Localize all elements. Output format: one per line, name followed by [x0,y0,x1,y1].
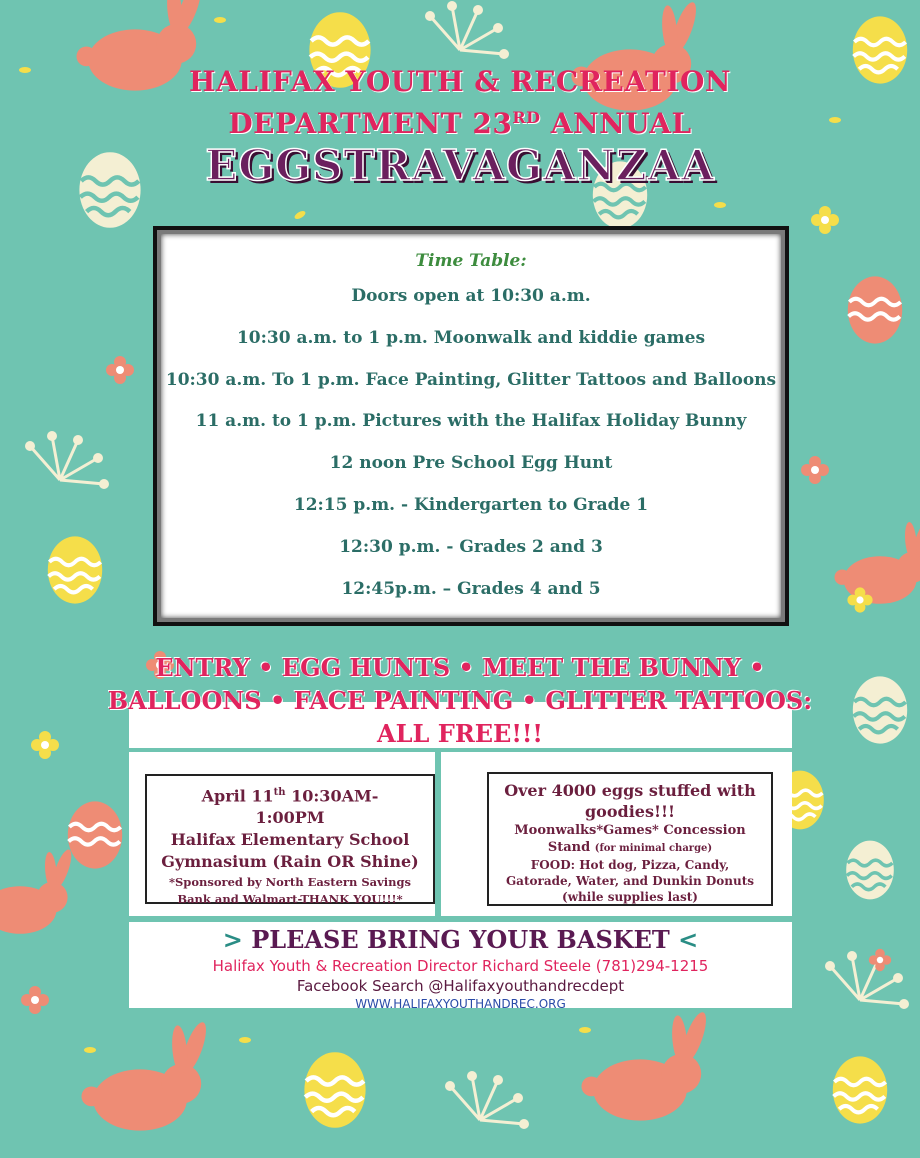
activities-line-2 [489,839,771,857]
director-contact: Halifax Youth & Recreation Director Richard Steele (781)294-1215 [212,957,709,975]
footer-box [129,922,792,1011]
arrow-left-icon: > [222,925,243,954]
sponsor-line-2: Bank and Walmart-THANK YOU!!!* [177,892,403,907]
event-details-box [145,774,435,907]
food-line-3: (while supplies last) [562,890,698,904]
free-line-2: BALLOONS • FACE PAINTING • GLITTER TATTOOS: [107,686,813,715]
timetable-title: Time Table: [415,251,527,271]
header-line-1: HALIFAX YOUTH & RECREATION [189,65,731,98]
sponsor-line-1: *Sponsored by North Eastern Savings [168,875,412,890]
timetable [157,230,785,622]
header-line-2-prefix: DEPARTMENT 23 [228,107,513,140]
timetable-row: 12:15 p.m. - Kindergarten to Grade 1 [293,494,649,515]
timetable-row: 12:45p.m. – Grades 4 and 5 [341,578,601,599]
charge-note: (for minimal charge) [594,843,713,854]
facebook-handle[interactable]: Facebook Search @Halifaxyouthandrecdept [296,977,625,995]
timetable-row: 11 a.m. to 1 p.m. Pictures with the Halifax Holiday Bunny [195,411,747,432]
timetable-frame [153,226,789,626]
extras-box [487,772,773,906]
eggs-line-2: goodies!!! [584,802,676,821]
eggs-line-1: Over 4000 eggs stuffed with [504,781,756,800]
activities-line-2-text: Stand [547,840,595,855]
timetable-row: 10:30 a.m. to 1 p.m. Moonwalk and kiddie games [236,327,706,348]
header-line-2-sup: RD [512,108,541,127]
event-date-sup: th [273,787,286,798]
event-title: EGGSTRAVAGANZAA [205,141,715,190]
event-venue-2: Gymnasium (Rain OR Shine) [161,852,419,872]
activities-line-1: Moonwalks*Games* Concession [514,823,746,838]
free-activities [0,651,920,750]
website-link[interactable]: WWW.HALIFAXYOUTHANDREC.ORG [355,997,566,1011]
basket-reminder [129,924,792,956]
arrow-right-icon: < [678,925,699,954]
header-line-2-suffix: ANNUAL [540,107,692,140]
timetable-row: Doors open at 10:30 a.m. [351,286,591,306]
event-venue-1: Halifax Elementary School [170,830,410,850]
free-line-3: ALL FREE!!! [377,719,543,748]
food-line-1: FOOD: Hot dog, Pizza, Candy, [530,858,730,872]
food-line-2: Gatorade, Water, and Dunkin Donuts [505,874,755,888]
timetable-row: 12 noon Pre School Egg Hunt [329,453,613,474]
header [0,64,920,190]
event-date-prefix: April 11 [201,786,274,806]
header-line-2 [0,100,920,142]
event-date-suffix: 10:30AM- [285,786,379,806]
event-date [147,782,433,807]
basket-text: PLEASE BRING YOUR BASKET [242,925,679,954]
timetable-row: 12:30 p.m. - Grades 2 and 3 [339,536,603,557]
event-time-end: 1:00PM [255,808,325,828]
free-line-1: ENTRY • EGG HUNTS • MEET THE BUNNY • [155,653,765,682]
timetable-row: 10:30 a.m. To 1 p.m. Face Painting, Glitter Tattoos and Balloons [165,369,777,390]
timetable-rows [161,276,781,610]
